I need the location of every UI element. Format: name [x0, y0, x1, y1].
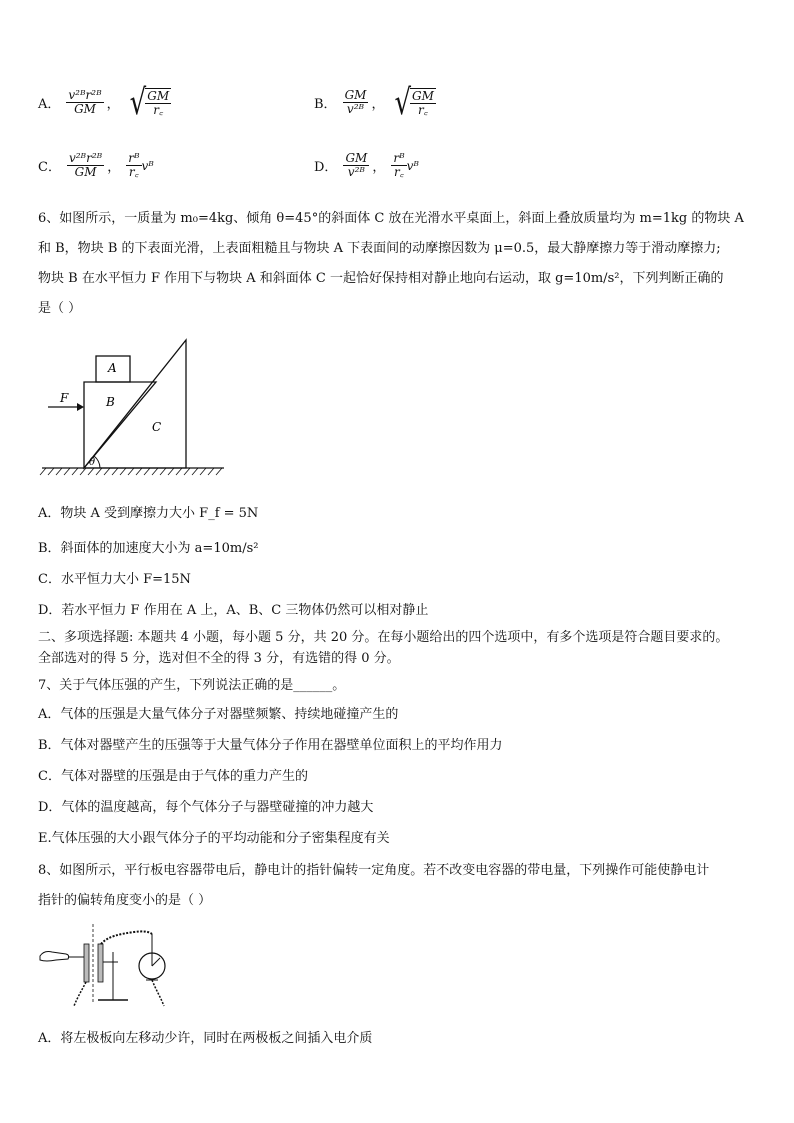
q5-a-sqrt: √ $\frac{GM}{r꜀}$ [129, 82, 170, 123]
q6-stem-line-2: 和 B，物块 B 的下表面光滑，上表面粗糙且与物块 A 下表面间的动摩擦因数为 μ=0.5，最大静摩擦力等于滑动摩擦力; [38, 241, 721, 256]
label-theta: θ [89, 457, 96, 468]
q5-b-fraction: $\frac{GM}{\text{v²ᴮ}}$ [344, 88, 367, 116]
q6-option-d: D．若水平恒力 F 作用在 A 上，A、B、C 三物体仍然可以相对静止 [38, 603, 429, 618]
q5-option-b: B． $\frac{GM}{\text{v²ᴮ}}$ ， √ $\frac{GM}{r꜀}$ [314, 82, 434, 123]
q7-stem: 7、关于气体压强的产生，下列说法正确的是______。 [38, 678, 346, 693]
q7-option-d: D．气体的温度越高，每个气体分子与器壁碰撞的冲力越大 [38, 800, 374, 815]
q6-stem-line-4: 是（ ） [38, 301, 82, 316]
q8-stem-line-2: 指针的偏转角度变小的是（ ） [38, 893, 212, 908]
q8-option-a: A．将左极板向左移动少许，同时在两极板之间插入电介质 [38, 1031, 373, 1046]
label-a: A [108, 361, 117, 375]
q6-stem-line-3: 物块 B 在水平恒力 F 作用下与物块 A 和斜面体 C 一起恰好保持相对静止地向右运动，取 g=10m/s²，下列判断正确的 [38, 271, 724, 286]
q5-option-d: D． $\frac{GM}{\text{v²ᴮ}}$ ， $\frac{\text{rᴮ}}{r꜀}$ vᴮ [314, 151, 419, 179]
right-plate [98, 944, 103, 982]
q6-option-b: B．斜面体的加速度大小为 a=10m/s² [38, 541, 259, 556]
q7-option-e: E.气体压强的大小跟气体分子的平均动能和分子密集程度有关 [38, 831, 390, 846]
q5-option-a: A． $\frac{\text{v²ᴮr²ᴮ}}{GM}$ ， √ $\frac{GM}{r꜀}$ [38, 82, 170, 123]
q7-option-a: A．气体的压强是大量气体分子对器壁频繁、持续地碰撞产生的 [38, 707, 399, 722]
left-plate [84, 944, 89, 982]
label-b: B [106, 395, 115, 409]
q8-figure [38, 922, 188, 1014]
label-f: F [60, 391, 69, 405]
q6-option-a: A．物块 A 受到摩擦力大小 F_f = 5N [38, 506, 259, 521]
q6-option-c: C．水平恒力大小 F=15N [38, 572, 191, 587]
q6-stem-line-1: 6、如图所示，一质量为 m₀=4kg、倾角 θ=45°的斜面体 C 放在光滑水平桌面上，斜面上叠放质量均为 m=1kg 的物块 A [38, 211, 744, 226]
section2-line-1: 二、多项选择题: 本题共 4 小题，每小题 5 分，共 20 分。在每小题给出的四个选项中，有多个选项是符合题目要求的。 [38, 630, 729, 645]
q5-a-fraction: $\frac{\text{v²ᴮr²ᴮ}}{GM}$ [68, 88, 102, 116]
q7-option-b: B．气体对器壁产生的压强等于大量气体分子作用在器壁单位面积上的平均作用力 [38, 738, 503, 753]
label-c: C [152, 420, 162, 434]
q5-b-sqrt: √ $\frac{GM}{r꜀}$ [394, 82, 434, 123]
q6-figure [38, 336, 238, 481]
block-b [84, 382, 156, 468]
section2-line-2: 全部选对的得 5 分，选对但不全的得 3 分，有选错的得 0 分。 [38, 651, 400, 666]
q8-stem-line-1: 8、如图所示，平行板电容器带电后，静电计的指针偏转一定角度。若不改变电容器的带电量，下列操作可能使静电计 [38, 863, 710, 878]
q7-option-c: C．气体对器壁的压强是由于气体的重力产生的 [38, 769, 308, 784]
force-arrow-icon [77, 403, 84, 411]
q5-option-c: C． $\frac{\text{v²ᴮr²ᴮ}}{GM}$ ， $\frac{\text{rᴮ}}{r꜀}$ vᴮ [38, 151, 154, 179]
